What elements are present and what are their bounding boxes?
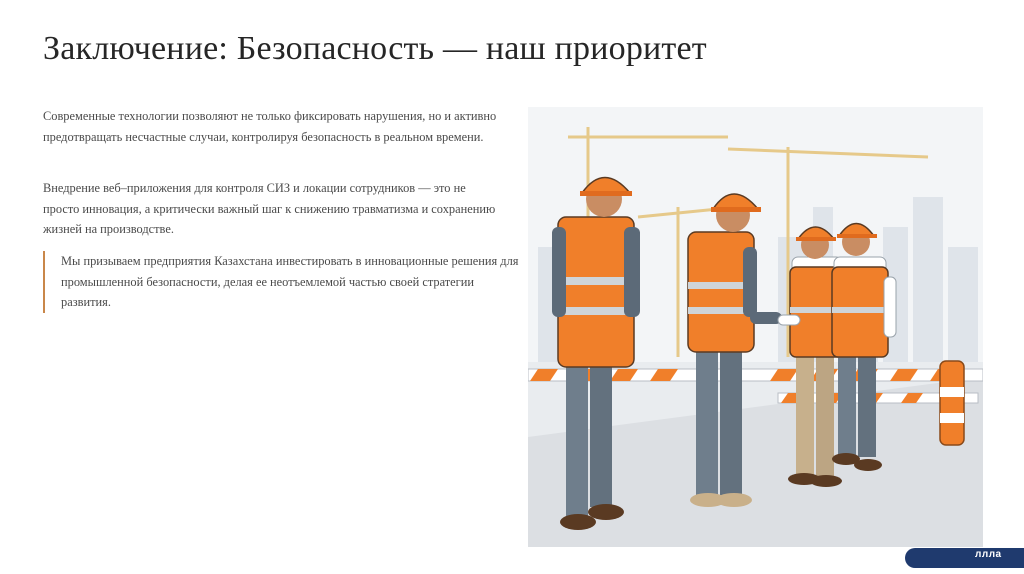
footer-brand-bar	[905, 548, 1024, 568]
footer-brand-text: ллла	[975, 549, 1002, 560]
slide-title: Заключение: Безопасность — наш приоритет	[43, 30, 707, 67]
call-to-action-quote: Мы призываем предприятия Казахстана инвестировать в инновационные решения для промышленной безопасности, делая ее неотъемлемой частью своей стратегии развития.	[43, 251, 521, 313]
intro-paragraph: Современные технологии позволяют не только фиксировать нарушения, но и активно предотвращать несчастные случаи, контролируя безопасность в реальном времени.	[43, 109, 497, 144]
innovation-paragraph: Внедрение веб–приложения для контроля СИЗ и локации сотрудников — это не просто инновация, а критически важный шаг к снижению травматизма и сохранению жизней на производстве.	[43, 181, 496, 236]
workers-handshake-illustration	[528, 107, 983, 547]
